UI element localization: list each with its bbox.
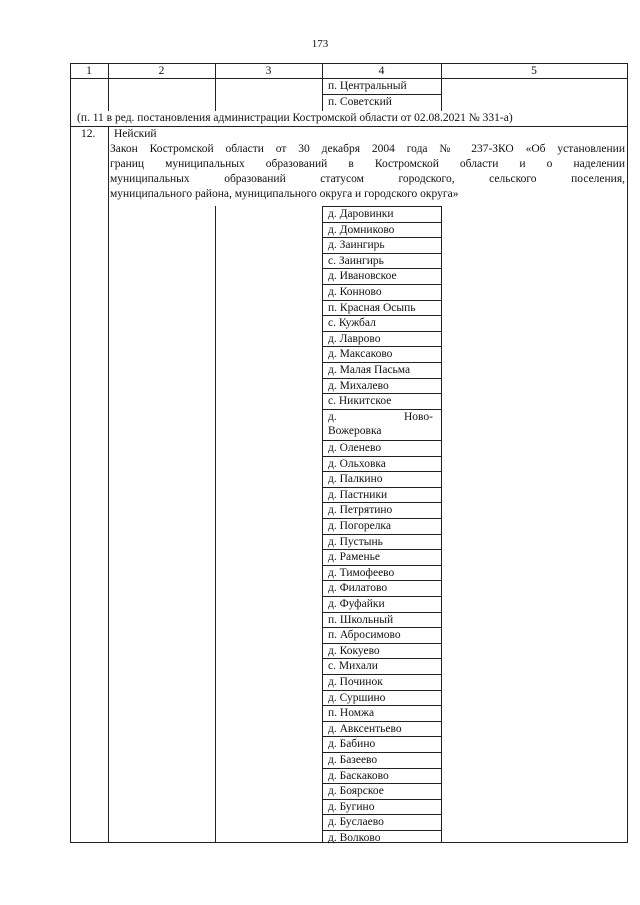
header-col-3: 3 bbox=[265, 65, 272, 77]
settlement-cell: п. Красная Осыпь bbox=[322, 300, 441, 316]
row-number: 12. bbox=[81, 128, 96, 140]
settlement-cell: д. Бугино bbox=[322, 799, 441, 815]
settlement-name-part-1: д. Ново- bbox=[328, 410, 433, 423]
law-line-2: границ муниципальных образований в Костромской области и о наделении bbox=[110, 158, 625, 170]
settlement-cell: д. Палкино bbox=[322, 471, 441, 487]
settlement-cell bbox=[322, 409, 441, 440]
law-line-1: Закон Костромской области от 30 декабря 2004 года № 237-ЗКО «Об установлении bbox=[110, 143, 625, 155]
settlement-cell: д. Погорелка bbox=[322, 518, 441, 534]
settlement-cell: д. Починок bbox=[322, 674, 441, 690]
law-line-3: муниципальных образований статусом городского, сельского поселения, bbox=[110, 173, 625, 185]
settlement-cell: п. Номжа bbox=[322, 705, 441, 721]
settlement-cell: д. Михалево bbox=[322, 378, 441, 394]
settlement-cell: д. Малая Пасьма bbox=[322, 362, 441, 378]
header-col-1: 1 bbox=[86, 65, 92, 77]
col-divider-4-lower bbox=[441, 206, 442, 843]
settlement-cell: д. Буслаево bbox=[322, 814, 441, 830]
settlement-cell: д. Кокуево bbox=[322, 643, 441, 659]
settlement-cell: д. Раменье bbox=[322, 549, 441, 565]
settlement-list bbox=[322, 206, 441, 846]
settlement-cell: д. Лаврово bbox=[322, 331, 441, 347]
settlement-cell: д. Даровинки bbox=[322, 206, 441, 222]
settlement-cell: д. Максаково bbox=[322, 346, 441, 362]
settlements-table bbox=[70, 63, 628, 843]
settlement-cell: д. Филатово bbox=[322, 580, 441, 596]
header-col-4: 4 bbox=[378, 65, 385, 77]
settlement-cell: с. Михали bbox=[322, 658, 441, 674]
page-number: 173 bbox=[311, 38, 329, 50]
header-col-5: 5 bbox=[531, 65, 537, 77]
settlement-cell: д. Фуфайки bbox=[322, 596, 441, 612]
settlement-cell: д. Суршино bbox=[322, 690, 441, 706]
settlement-cell: д. Пустынь bbox=[322, 534, 441, 550]
prev-settlement-1: п. Центральный bbox=[328, 80, 407, 92]
settlement-cell: д. Оленево bbox=[322, 440, 441, 456]
law-line-4: муниципального района, муниципального округа и городского округа» bbox=[110, 188, 459, 200]
settlement-cell: д. Петрятино bbox=[322, 502, 441, 518]
settlement-name-part-2: Вожеровка bbox=[328, 424, 382, 437]
settlement-cell: д. Авксентьево bbox=[322, 721, 441, 737]
header-col-2: 2 bbox=[158, 65, 165, 77]
table-right-border bbox=[627, 63, 628, 843]
settlement-cell: с. Никитское bbox=[322, 393, 441, 409]
settlement-cell: с. Кужбал bbox=[322, 315, 441, 331]
district-name: Нейский bbox=[114, 128, 157, 140]
amendment-note: (п. 11 в ред. постановления администрации Костромской области от 02.08.2021 № 331-а) bbox=[77, 112, 513, 124]
settlement-cell: д. Бабино bbox=[322, 736, 441, 752]
settlement-cell: д. Ольховка bbox=[322, 456, 441, 472]
settlement-cell: д. Баскаково bbox=[322, 768, 441, 784]
settlement-cell: д. Базеево bbox=[322, 752, 441, 768]
law-reference bbox=[110, 142, 625, 202]
settlement-cell: д. Заингирь bbox=[322, 237, 441, 253]
settlement-cell: д. Конново bbox=[322, 284, 441, 300]
settlement-cell: д. Тимофеево bbox=[322, 565, 441, 581]
settlement-cell: д. Волково bbox=[322, 830, 441, 846]
settlement-cell: д. Домниково bbox=[322, 222, 441, 238]
col-divider-2-lower bbox=[215, 206, 216, 843]
table-left-border bbox=[70, 63, 71, 843]
settlement-cell: д. Ивановское bbox=[322, 268, 441, 284]
prev-settlement-2: п. Советский bbox=[328, 96, 392, 108]
settlement-cell: д. Боярское bbox=[322, 783, 441, 799]
settlement-cell: с. Заингирь bbox=[322, 253, 441, 269]
settlement-cell: п. Абросимово bbox=[322, 627, 441, 643]
settlement-cell: д. Пастники bbox=[322, 487, 441, 503]
settlement-cell: п. Школьный bbox=[322, 612, 441, 628]
col-divider-1-lower bbox=[108, 126, 109, 843]
